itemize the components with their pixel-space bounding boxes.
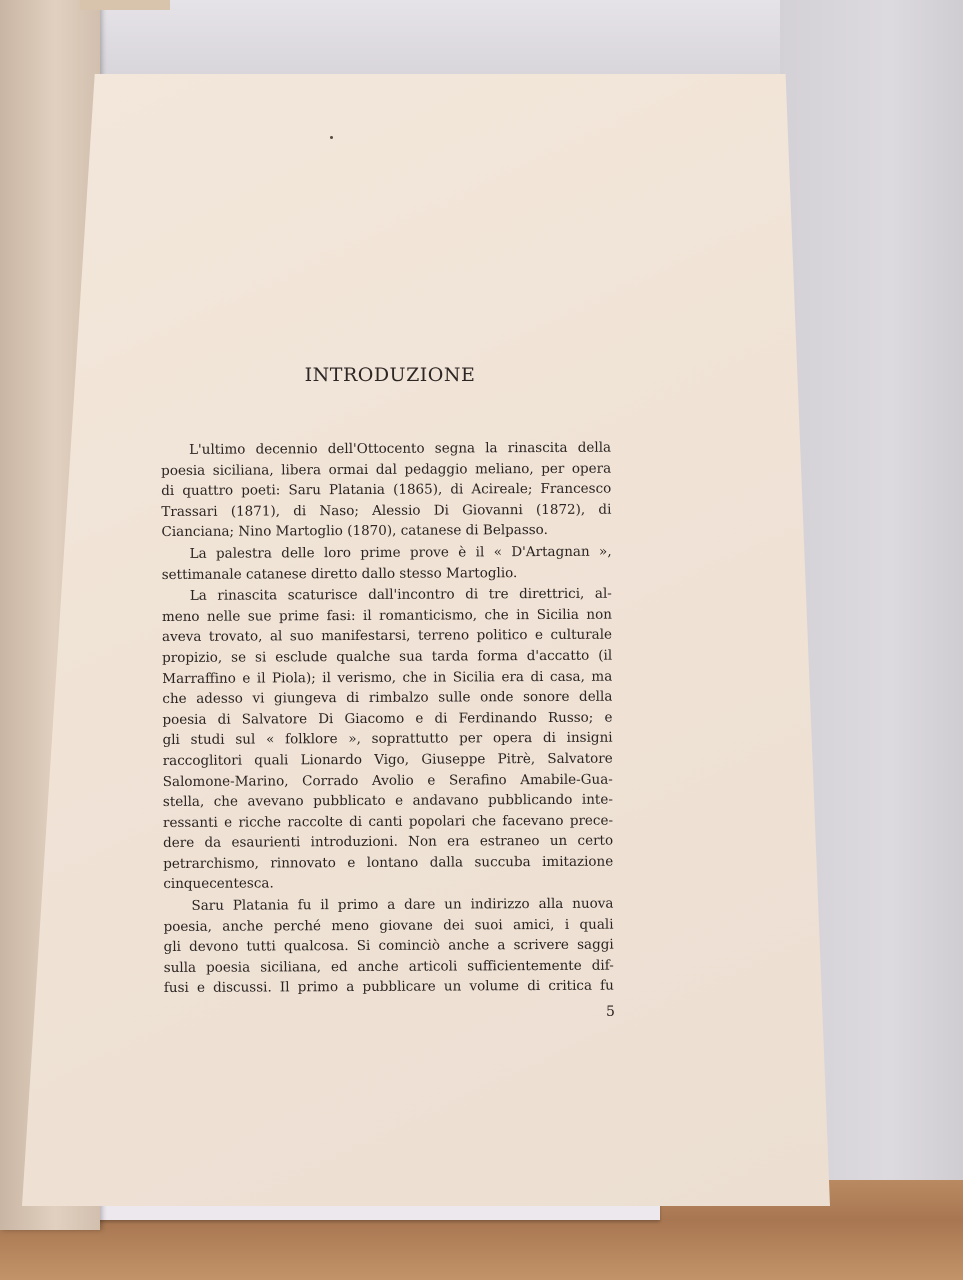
ink-speck (330, 136, 333, 139)
text-line: Trassari (1871), di Naso; Alessio Di Giovanni (1872), di (161, 501, 612, 520)
text-line: gli devono tutti qualcosa. Si cominciò anche a scrivere saggi (163, 936, 614, 956)
text-line: raccoglitori quali Lionardo Vigo, Giuseppe Pitrè, Salvatore (162, 750, 613, 769)
text-line: petrarchismo, rinnovato e lontano dalla succuba imitazione (163, 853, 614, 872)
paragraph (163, 894, 614, 999)
body-text (161, 438, 614, 999)
text-line: poesia, anche perché meno giovane dei suoi amici, i quali (163, 916, 614, 935)
text-line: poesia di Salvatore Di Giacomo e di Ferdinando Russo; e (162, 709, 613, 728)
text-line: di quattro poeti: Saru Platania (1865), di Acireale; Francesco (161, 480, 612, 500)
text-line: gli studi sul « folklore », soprattutto per opera di insigni (162, 729, 613, 749)
text-line: che adesso vi giungeva di rimbalzo sulle onde sonore della (162, 688, 613, 708)
text-line: Saru Platania fu il primo a dare un indirizzo alla nuova (191, 895, 614, 914)
text-line: ressanti e ricche raccolte di canti popolari che facevano prece- (162, 812, 614, 831)
text-line: dere da esaurienti introduzioni. Non era estraneo un certo (163, 832, 614, 852)
book-top-edge (80, 0, 170, 10)
text-line: cinquecentesca. (163, 875, 274, 893)
text-line: Marraffino e il Piola); il verismo, che in Sicilia era di casa, ma (162, 668, 613, 687)
paragraph (162, 584, 614, 895)
chapter-heading: INTRODUZIONE (304, 364, 476, 386)
text-line: fusi e discussi. Il primo a pubblicare un volume di critica fu (163, 978, 614, 997)
text-line: aveva trovato, al suo manifestarsi, terreno politico e culturale (161, 626, 613, 646)
paragraph (161, 438, 612, 543)
text-line: stella, che avevano pubblicato e andavano pubblicando inte- (162, 791, 613, 811)
text-line: settimanale catanese diretto dallo stesso Martoglio. (161, 564, 518, 583)
text-line: poesia siciliana, libera ormai dal pedaggio meliano, per opera (161, 460, 612, 479)
text-line: La palestra delle loro prime prove è il « D'Artagnan », (189, 543, 612, 562)
text-line: meno nelle sue prime fasi: il romanticismo, che in Sicilia non (161, 606, 612, 625)
text-line: sulla poesia siciliana, ed anche articoli sufficientemente dif- (163, 957, 614, 976)
text-line: Cianciana; Nino Martoglio (1870), catanese di Belpasso. (161, 522, 548, 541)
text-line: L'ultimo decennio dell'Ottocento segna la rinascita della (189, 439, 612, 458)
text-line: propizio, se si esclude qualche sua tarda forma d'accatto (il (162, 647, 613, 666)
page-number: 5 (606, 1004, 615, 1020)
text-line: Salomone-Marino, Corrado Avolio e Serafino Amabile-Gua- (162, 771, 613, 790)
paragraph (162, 542, 612, 586)
text-line: La rinascita scaturisce dall'incontro di tre direttrici, al- (189, 585, 612, 605)
